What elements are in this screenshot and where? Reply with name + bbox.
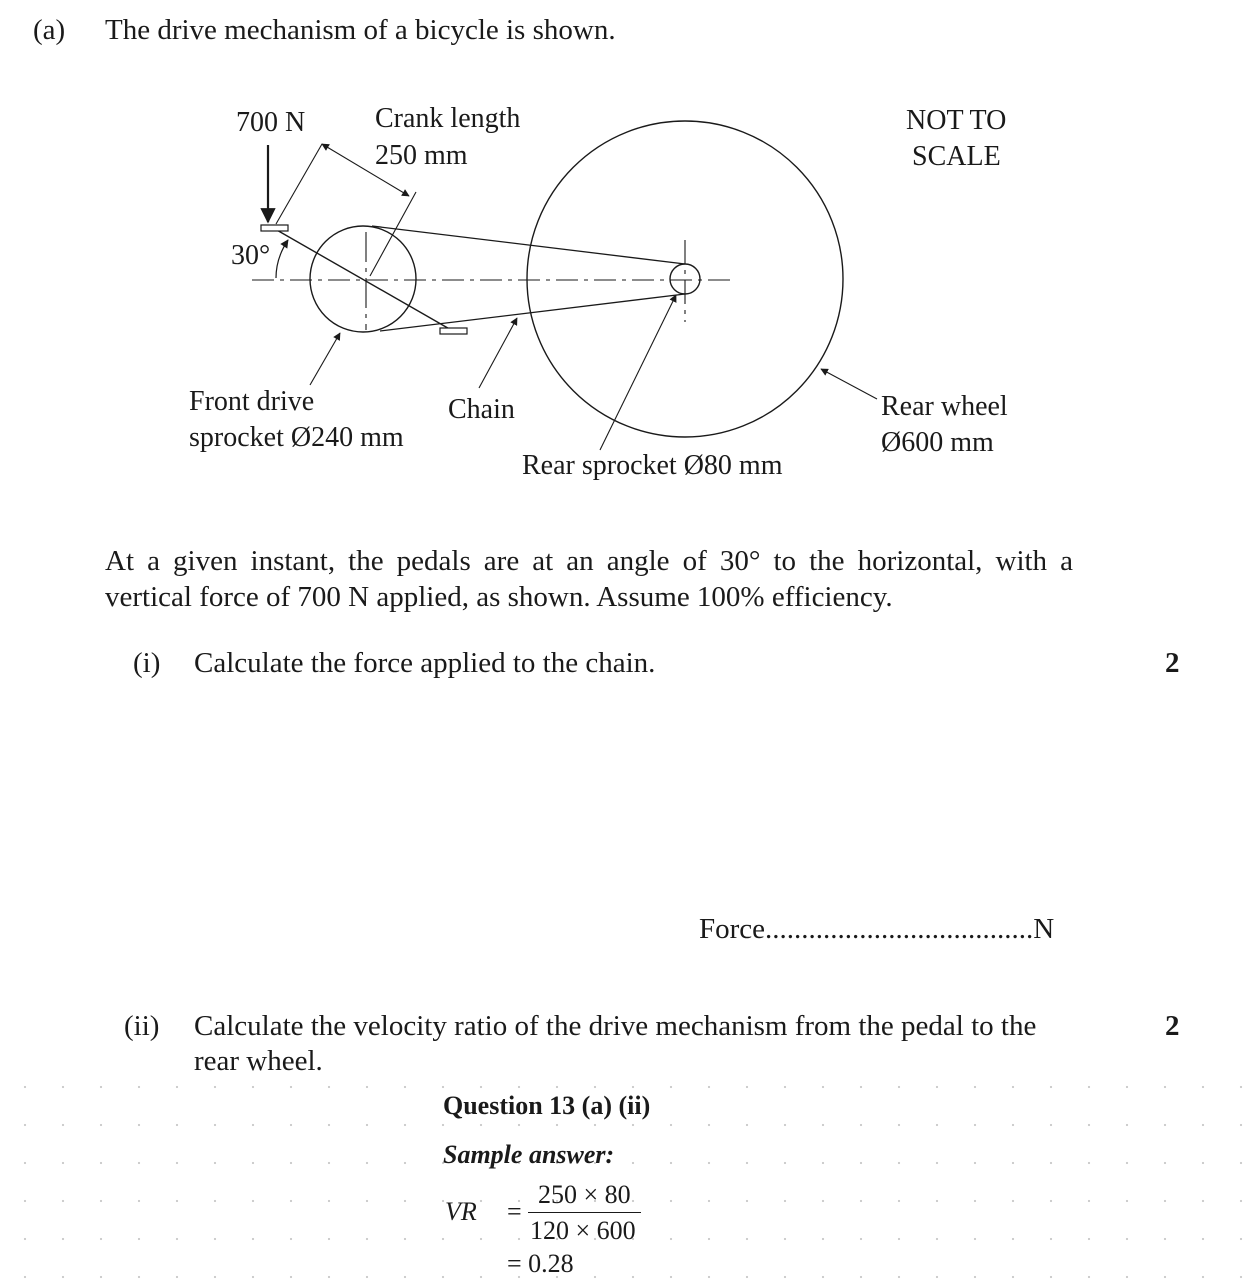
sub-ii-text-2: rear wheel.	[194, 1045, 323, 1077]
pedal-top	[261, 225, 288, 231]
crank-label-1: Crank length	[375, 103, 521, 134]
sub-ii-label: (ii)	[124, 1010, 160, 1042]
rear-wheel-circle	[527, 121, 843, 437]
fraction-denominator: 120 × 600	[530, 1216, 636, 1245]
chain-bottom	[380, 294, 685, 331]
sub-ii-marks: 2	[1165, 1010, 1180, 1042]
vr-symbol: VR	[445, 1197, 477, 1226]
fraction-numerator: 250 × 80	[538, 1180, 631, 1209]
rear-sprocket-leader	[600, 295, 676, 450]
question-intro: The drive mechanism of a bicycle is shown.	[105, 14, 616, 46]
fraction-bar	[528, 1212, 641, 1213]
scale-note-2: SCALE	[912, 141, 1001, 172]
force-label: 700 N	[236, 107, 306, 138]
angle-arc	[276, 240, 288, 278]
scale-note-1: NOT TO	[906, 105, 1007, 136]
sub-i-text: Calculate the force applied to the chain.	[194, 647, 656, 679]
stem-line-1: At a given instant, the pedals are at an angle of 30° to the horizontal, with a	[105, 545, 1073, 577]
sub-i-marks: 2	[1165, 647, 1180, 679]
rear-wheel-label-1: Rear wheel	[881, 391, 1008, 422]
bicycle-drive-diagram	[0, 0, 1246, 500]
force-answer-line	[699, 911, 1054, 947]
sub-i-label: (i)	[133, 647, 161, 679]
force-answer-prefix: Force	[699, 913, 766, 945]
front-sprocket-label-1: Front drive	[189, 386, 315, 417]
force-answer-dots: .....................................	[765, 913, 1034, 945]
sample-answer-heading: Question 13 (a) (ii)	[443, 1091, 651, 1120]
chain-label: Chain	[448, 394, 515, 425]
front-sprocket-label-2: sprocket Ø240 mm	[189, 422, 404, 453]
part-label: (a)	[33, 14, 66, 46]
sub-ii-text-1: Calculate the velocity ratio of the drive mechanism from the pedal to the	[194, 1010, 1037, 1042]
front-sprocket-leader	[310, 333, 340, 385]
rear-wheel-leader	[821, 369, 877, 399]
sample-answer-subheading: Sample answer:	[443, 1140, 615, 1169]
pedal-bottom	[440, 328, 467, 334]
vr-result: = 0.28	[507, 1249, 574, 1278]
crank-label-2: 250 mm	[375, 140, 468, 171]
force-answer-unit: N	[1033, 913, 1055, 945]
equals-sign: =	[507, 1197, 522, 1226]
rear-sprocket-label: Rear sprocket Ø80 mm	[522, 450, 783, 481]
angle-label: 30°	[231, 240, 271, 271]
chain-leader	[479, 318, 517, 388]
rear-wheel-label-2: Ø600 mm	[881, 427, 994, 458]
stem-line-2: vertical force of 700 N applied, as shown. Assume 100% efficiency.	[105, 581, 893, 613]
